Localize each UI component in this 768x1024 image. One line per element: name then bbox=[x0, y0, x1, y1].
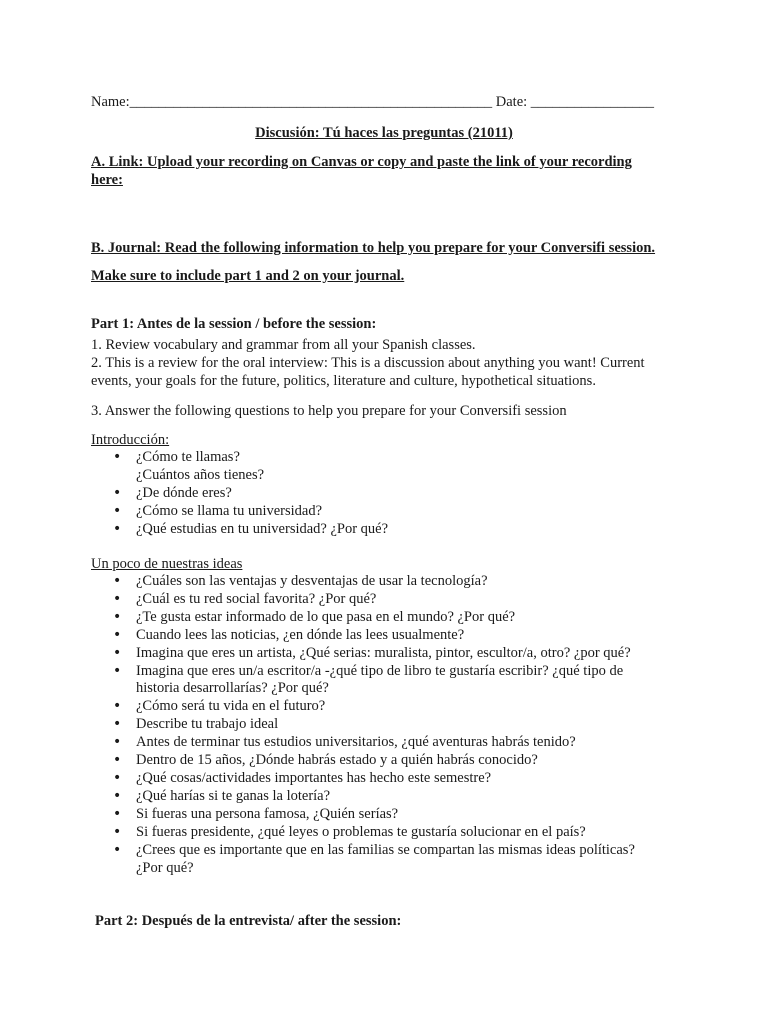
section-a-line2: here: bbox=[91, 172, 123, 188]
part1-item1: 1. Review vocabulary and grammar from all your Spanish classes. bbox=[91, 337, 476, 353]
list-item: • Describe tu trabajo ideal bbox=[91, 716, 635, 734]
list-item: • ¿Qué estudias en tu universidad? ¿Por qué? bbox=[91, 521, 388, 539]
intro-question-list bbox=[91, 449, 388, 539]
part1-heading: Part 1: Antes de la session / before the session: bbox=[91, 316, 377, 332]
name-date-line: Name:__________________________________________________ Date: _________________ bbox=[91, 94, 655, 110]
ideas-heading: Un poco de nuestras ideas bbox=[91, 556, 243, 572]
list-item: • Antes de terminar tus estudios universitarios, ¿qué aventuras habrás tenido? bbox=[91, 734, 635, 752]
part1-item2-line2: events, your goals for the future, politics, literature and culture, hypothetical situations. bbox=[91, 373, 596, 389]
list-item: • ¿Qué harías si te ganas la lotería? bbox=[91, 788, 635, 806]
part1-item3: 3. Answer the following questions to help you prepare for your Conversifi session bbox=[91, 403, 567, 419]
list-item: • Imagina que eres un artista, ¿Qué serias: muralista, pintor, escultor/a, otro? ¿por qué? bbox=[91, 645, 635, 663]
section-b-line2: Make sure to include part 1 and 2 on your journal. bbox=[91, 268, 405, 284]
part1-item2-line1: 2. This is a review for the oral interview: This is a discussion about anything you want! Current bbox=[91, 355, 645, 371]
list-item: • ¿Cómo se llama tu universidad? bbox=[91, 503, 388, 521]
section-a-line1: A. Link: Upload your recording on Canvas or copy and paste the link of your recording bbox=[91, 154, 632, 170]
list-item: • Imagina que eres un/a escritor/a -¿qué tipo de libro te gustaría escribir? ¿qué tipo de historia desarrollarías? ¿Por qué? bbox=[91, 663, 635, 699]
list-item: • ¿Cuáles son las ventajas y desventajas de usar la tecnología? bbox=[91, 573, 635, 591]
list-item: • ¿Qué cosas/actividades importantes has hecho este semestre? bbox=[91, 770, 635, 788]
list-item: • Si fueras una persona famosa, ¿Quién serías? bbox=[91, 806, 635, 824]
list-item: • ¿Cuál es tu red social favorita? ¿Por qué? bbox=[91, 591, 635, 609]
list-item: • Dentro de 15 años, ¿Dónde habrás estado y a quién habrás conocido? bbox=[91, 752, 635, 770]
list-item: • Si fueras presidente, ¿qué leyes o problemas te gustaría solucionar en el país? bbox=[91, 824, 635, 842]
list-item: • ¿De dónde eres? bbox=[91, 485, 388, 503]
list-item: • ¿Cómo será tu vida en el futuro? bbox=[91, 698, 635, 716]
list-item: • ¿Crees que es importante que en las familias se compartan las mismas ideas políticas? ¿Por qué? bbox=[91, 842, 635, 878]
list-item-continuation: ¿Cuántos años tienes? bbox=[136, 466, 265, 483]
list-item: • ¿Te gusta estar informado de lo que pasa en el mundo? ¿Por qué? bbox=[91, 609, 635, 627]
part2-heading: Part 2: Después de la entrevista/ after the session: bbox=[95, 913, 402, 929]
section-b-line1: B. Journal: Read the following information to help you prepare for your Conversifi session. bbox=[91, 240, 656, 256]
ideas-question-list bbox=[91, 573, 635, 877]
document-title: Discusión: Tú haces las preguntas (21011) bbox=[255, 125, 513, 141]
list-item: • ¿Cómo te llamas? bbox=[91, 449, 388, 467]
intro-heading: Introducción: bbox=[91, 432, 170, 448]
list-item: • Cuando lees las noticias, ¿en dónde las lees usualmente? bbox=[91, 627, 635, 645]
